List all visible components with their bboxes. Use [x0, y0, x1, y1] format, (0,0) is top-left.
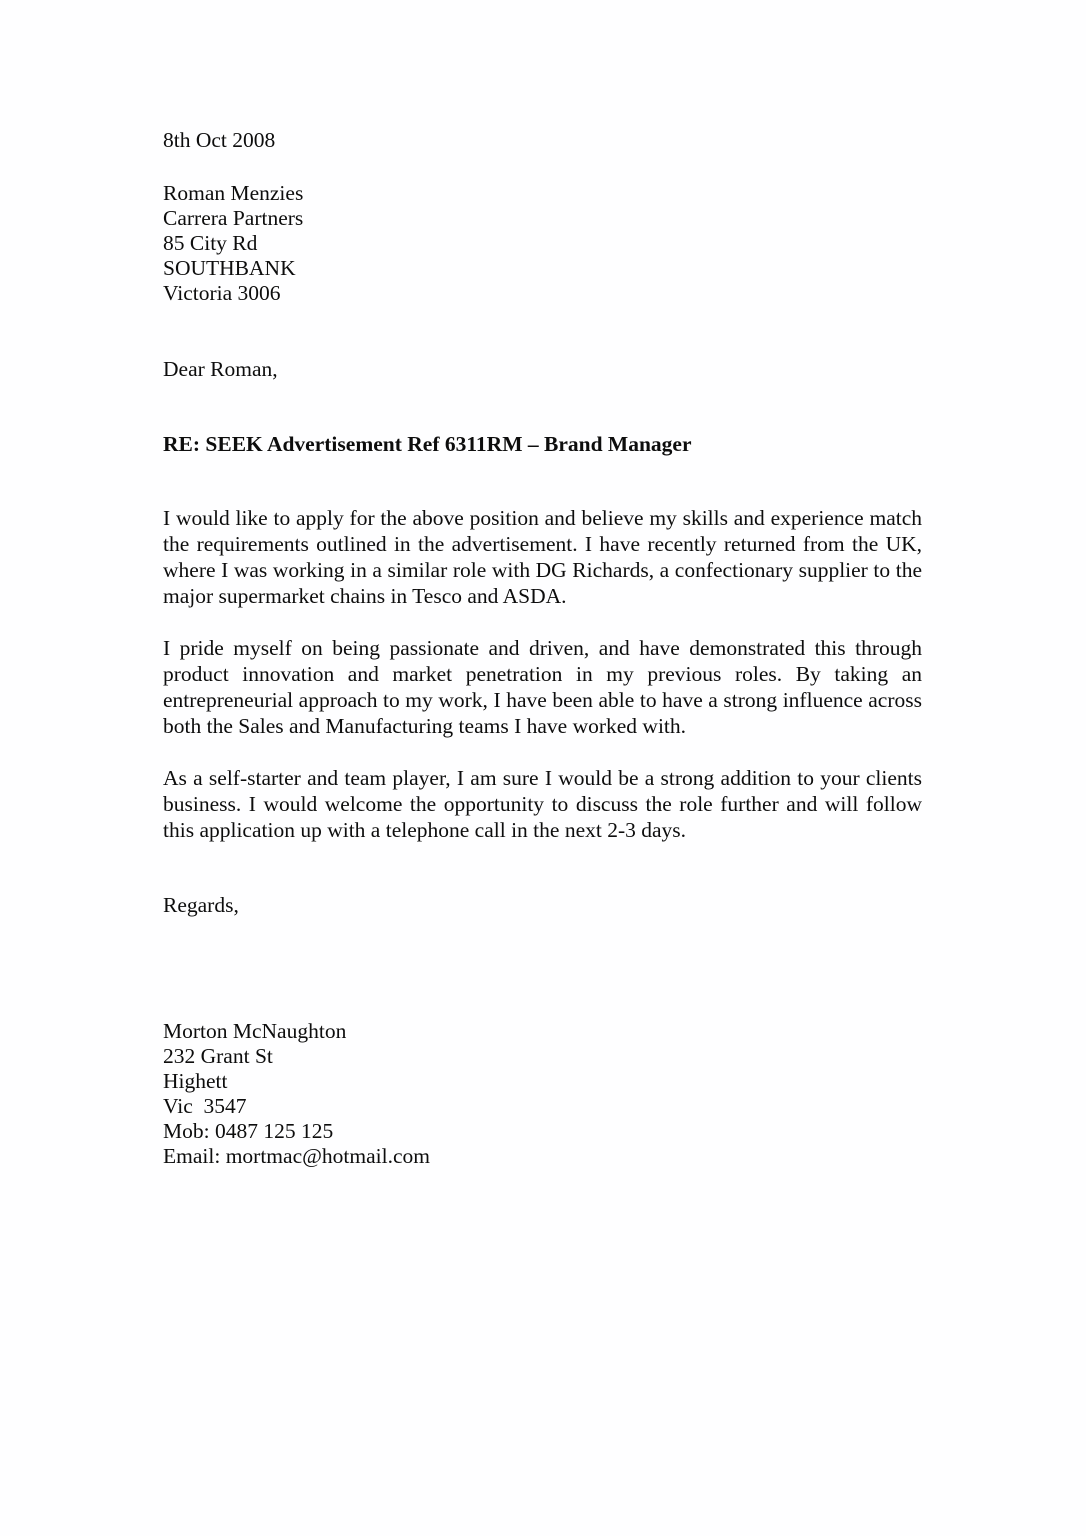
recipient-company: Carrera Partners — [163, 206, 304, 230]
sender-street: 232 Grant St — [163, 1044, 273, 1068]
body-paragraph-3: As a self-starter and team player, I am sure I would be a strong addition to your clients business. I would welcome the opportunity to discuss the role further and will follow this application up with a telephone call in the next 2-3 days. — [163, 766, 922, 842]
subject-line: RE: SEEK Advertisement Ref 6311RM – Brand Manager — [163, 432, 692, 456]
recipient-state-postcode: Victoria 3006 — [163, 281, 281, 305]
sender-state-postcode: Vic 3547 — [163, 1094, 247, 1118]
closing-salutation: Regards, — [163, 893, 239, 917]
recipient-street: 85 City Rd — [163, 231, 258, 255]
letter-date: 8th Oct 2008 — [163, 128, 276, 152]
recipient-suburb: SOUTHBANK — [163, 256, 296, 280]
sender-email: Email: mortmac@hotmail.com — [163, 1144, 430, 1168]
body-paragraph-2: I pride myself on being passionate and driven, and have demonstrated this through product innovation and market penetration in my previous roles. By taking an entrepreneurial approach to my work, I have been able to have a strong influence across both the Sales and Manufacturing teams I have worked with. — [163, 636, 922, 738]
sender-mobile: Mob: 0487 125 125 — [163, 1119, 334, 1143]
salutation: Dear Roman, — [163, 357, 278, 381]
sender-name: Morton McNaughton — [163, 1019, 347, 1043]
body-paragraph-1: I would like to apply for the above position and believe my skills and experience match the requirements outlined in the advertisement. I have recently returned from the UK, where I was working in a similar role with DG Richards, a confectionary supplier to the major supermarket chains in Tesco and ASDA. — [163, 506, 922, 608]
letter-body — [163, 505, 922, 843]
recipient-address-block — [163, 181, 922, 306]
sender-suburb: Highett — [163, 1069, 228, 1093]
letter-content — [163, 128, 922, 1169]
recipient-name: Roman Menzies — [163, 181, 304, 205]
signature-block — [163, 1019, 922, 1169]
